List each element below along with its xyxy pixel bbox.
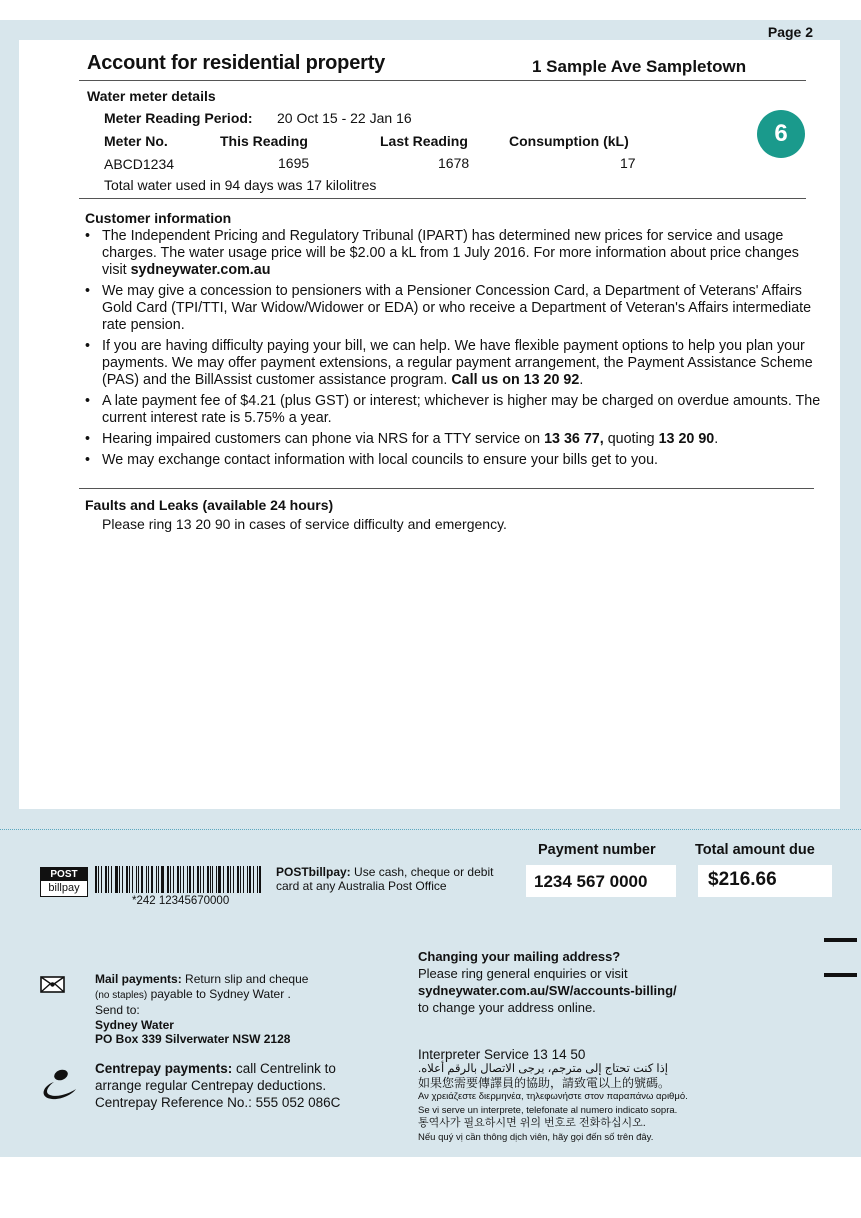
barcode-bar	[259, 866, 261, 893]
faults-heading: Faults and Leaks (available 24 hours)	[85, 497, 334, 513]
barcode-bar	[115, 866, 118, 893]
page-step-badge: 6	[757, 110, 805, 158]
barcode-bar	[126, 866, 128, 893]
barcode-bar	[146, 866, 147, 893]
list-item: • A late payment fee of $4.21 (plus GST) or interest; whichever is higher may be charged on overdue amounts. The current interest rate is 5.75% a year.	[83, 393, 823, 427]
barcode-bar	[101, 866, 102, 893]
barcode-bar	[148, 866, 149, 893]
barcode-bar	[105, 866, 107, 893]
meter-no-value: ABCD1234	[104, 156, 175, 172]
total-due-box	[698, 865, 832, 897]
barcode-bar	[218, 866, 221, 893]
barcode-bar	[98, 866, 99, 893]
barcode-bar	[156, 866, 157, 893]
barcode-bar	[223, 866, 224, 893]
barcode-bar	[257, 866, 258, 893]
address-change-heading: Changing your mailing address?	[418, 949, 621, 964]
barcode-bar	[237, 866, 239, 893]
scan-mark	[824, 973, 857, 977]
page-number: Page 2	[767, 24, 813, 40]
barcode-bar	[200, 866, 201, 893]
barcode-bar	[170, 866, 171, 893]
col-meter-no: Meter No.	[104, 133, 168, 149]
scan-mark	[824, 938, 857, 942]
barcode-bar	[138, 866, 139, 893]
barcode-bar	[212, 866, 213, 893]
centrepay-block: Centrepay payments: call Centrelink to arrange regular Centrepay deductions. Centrepay Reference No.: 555 052 086C	[95, 1061, 341, 1110]
barcode-bar	[173, 866, 174, 893]
barcode-bar	[243, 866, 244, 893]
this-reading-value: 1695	[278, 155, 310, 171]
barcode-bar	[108, 866, 109, 893]
barcode-bar	[129, 866, 131, 893]
customer-info-heading: Customer information	[85, 210, 232, 226]
period-label: Meter Reading Period:	[104, 110, 253, 126]
col-this-reading: This Reading	[220, 133, 308, 149]
barcode-bar	[158, 866, 159, 893]
barcode-bar	[227, 866, 229, 893]
last-reading-value: 1678	[438, 155, 470, 171]
barcode-bar	[193, 866, 194, 893]
customer-info-list	[83, 228, 823, 473]
col-consumption: Consumption (kL)	[509, 133, 629, 149]
total-usage: Total water used in 94 days was 17 kilolitres	[104, 177, 377, 193]
barcode-bar	[216, 866, 217, 893]
postbillpay-text: POSTbillpay: Use cash, cheque or debit card at any Australia Post Office	[276, 865, 494, 893]
barcode-bar	[183, 866, 184, 893]
payment-number-box	[526, 865, 676, 897]
barcode-bar	[187, 866, 188, 893]
barcode-bar	[230, 866, 231, 893]
meter-heading: Water meter details	[87, 88, 216, 104]
list-item: • If you are having difficulty paying your bill, we can help. We have flexible payment options to help you plan your payments. We may offer payment extensions, a regular payment arrangement, the Payment Assistance Scheme (PAS) and the BillAssist customer assistance program. Call us on 13 20 92.	[83, 338, 823, 389]
barcode-bar	[189, 866, 191, 893]
barcode-bar	[207, 866, 209, 893]
total-amount: $216.66	[708, 869, 777, 890]
list-item: • The Independent Pricing and Regulatory Tribunal (IPART) has determined new prices for service and usage charges. The water usage price will be $2.00 a kL from 1 July 2016. For more information about price changes visit sydneywater.com.au	[83, 228, 823, 279]
barcode-bar	[203, 866, 204, 893]
post-billpay-logo: POST billpay	[40, 867, 88, 897]
envelope-icon	[40, 976, 65, 998]
address-change-block: Changing your mailing address? Please ring general enquiries or visit sydneywater.com.au/SW/accounts-billing/ to change your address online.	[418, 949, 677, 1015]
divider	[79, 198, 806, 199]
barcode-bar	[197, 866, 199, 893]
property-address: 1 Sample Ave Sampletown	[532, 57, 747, 76]
barcode-bar	[177, 866, 179, 893]
statement-panel	[19, 40, 840, 809]
barcode-bar	[151, 866, 153, 893]
barcode-bar	[141, 866, 143, 893]
barcode-bar	[119, 866, 120, 893]
consumption-value: 17	[620, 155, 636, 171]
divider	[79, 488, 814, 489]
barcode-bar	[136, 866, 137, 893]
barcode-bar	[122, 866, 123, 893]
barcode-bar	[132, 866, 133, 893]
barcode-bar	[233, 866, 234, 893]
list-item: • We may give a concession to pensioners with a Pensioner Concession Card, a Department of Veterans' Affairs Gold Card (TPI/TTI, War Widow/Widower or EDA) or who receive a Department of Veteran's Affairs intermediate rate pension.	[83, 283, 823, 334]
website-link[interactable]: sydneywater.com.au	[130, 262, 271, 278]
barcode-bar	[111, 866, 112, 893]
barcode-bar	[240, 866, 241, 893]
accounts-billing-link[interactable]: sydneywater.com.au/SW/accounts-billing/	[418, 983, 677, 998]
faults-text: Please ring 13 20 90 in cases of service difficulty and emergency.	[102, 516, 507, 532]
barcode-bar	[247, 866, 248, 893]
barcode-bar	[253, 866, 254, 893]
mail-payments-block: Mail payments: Return slip and cheque (no staples) payable to Sydney Water . Send to: Sydney Water PO Box 339 Silverwater NSW 2128	[95, 972, 309, 1046]
payment-number-label: Payment number	[538, 842, 656, 858]
barcode-bar	[180, 866, 181, 893]
interpreter-title: Interpreter Service 13 14 50	[418, 1047, 586, 1062]
period-value: 20 Oct 15 - 22 Jan 16	[277, 110, 412, 126]
barcode-bar	[95, 866, 97, 893]
list-item: • Hearing impaired customers can phone via NRS for a TTY service on 13 36 77, quoting 13 20 90.	[83, 431, 823, 448]
total-due-label: Total amount due	[695, 842, 815, 858]
interpreter-service-block: Interpreter Service 13 14 50 إذا كنت تحتاج إلى مترجم، يرجى الاتصال بالرقم أعلاه. 如果您需要傳譯員的協助，請致電以上的號碼。 Αν χρειάζεστε διερμηνέα, τηλεφωνήστε στον παραπάνω αριθμό. Se vi serve un interprete, telefonate al numero indicato sopra. 통역사가 필요하시면 위의 번호로 전화하십시오. Nếu quý vị cần thông dịch viên, hãy gọi đến số trên đây.	[418, 1047, 688, 1143]
payment-number: 1234 567 0000	[534, 872, 648, 891]
barcode-bar	[161, 866, 164, 893]
col-last-reading: Last Reading	[380, 133, 468, 149]
centrelink-icon	[40, 1068, 78, 1109]
tear-line	[0, 829, 861, 830]
barcode-number: *242 12345670000	[132, 895, 230, 907]
divider	[79, 80, 806, 81]
page-title: Account for residential property	[87, 52, 386, 74]
barcode	[95, 866, 263, 893]
list-item: • We may exchange contact information with local councils to ensure your bills get to you.	[83, 452, 823, 469]
barcode-bar	[167, 866, 169, 893]
barcode-bar	[210, 866, 211, 893]
barcode-bar	[249, 866, 251, 893]
